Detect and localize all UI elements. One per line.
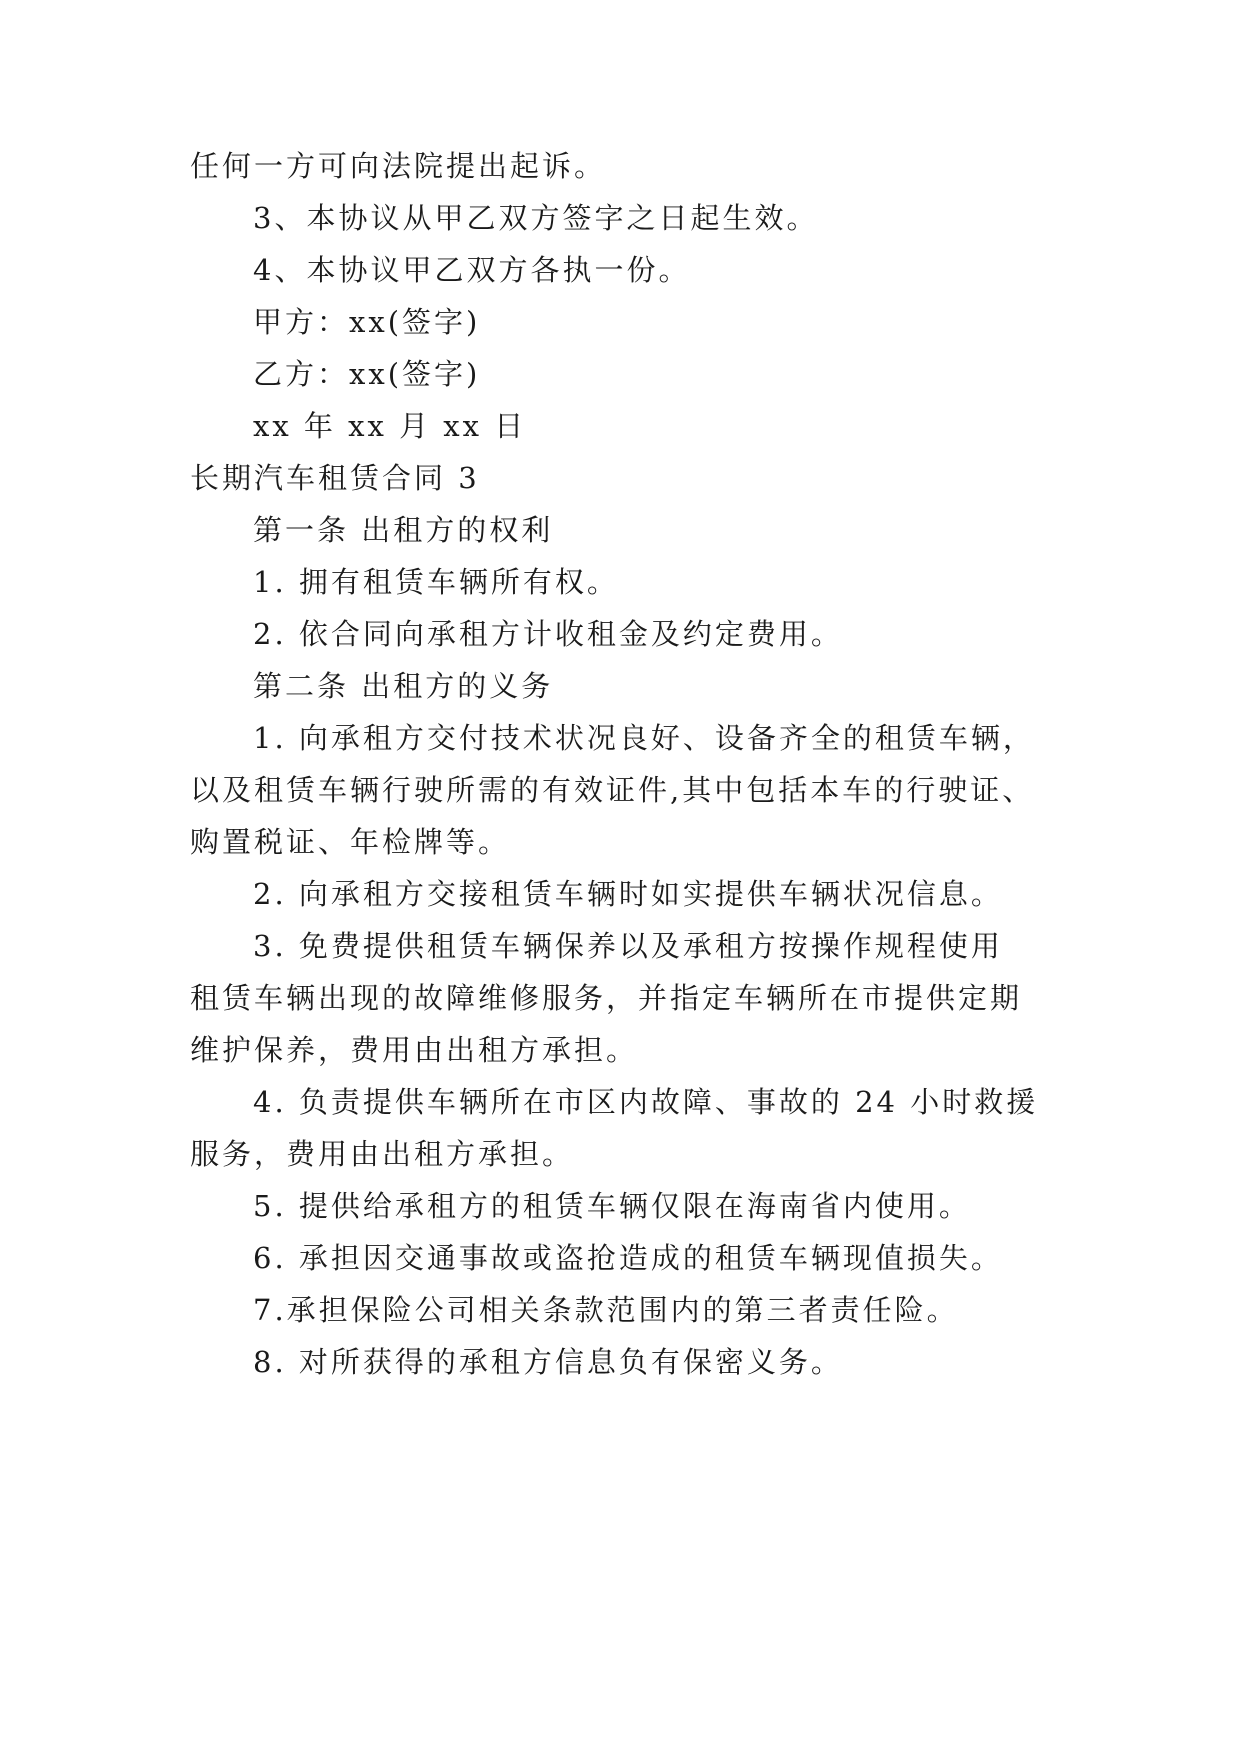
text-line: 7.承担保险公司相关条款范围内的第三者责任险。 [253, 1293, 959, 1327]
text-line: 5. 提供给承租方的租赁车辆仅限在海南省内使用。 [253, 1189, 971, 1223]
text-line: 服务，费用由出租方承担。 [190, 1137, 575, 1171]
text-line: 4. 负责提供车辆所在市区内故障、事故的 24 小时救援 [253, 1085, 1039, 1119]
text-line: 2. 向承租方交接租赁车辆时如实提供车辆状况信息。 [253, 877, 1003, 911]
article-heading: 第一条 出租方的权利 [253, 513, 554, 547]
article-heading: 第二条 出租方的义务 [253, 669, 554, 703]
signature-line-party-b: 乙方：xx(签字) [253, 357, 481, 391]
signature-line-party-a: 甲方：xx(签字) [253, 305, 481, 339]
text-line: 任何一方可向法院提出起诉。 [190, 149, 607, 183]
text-line: 1. 向承租方交付技术状况良好、设备齐全的租赁车辆， [253, 721, 1035, 755]
text-line: 购置税证、年检牌等。 [190, 825, 511, 859]
text-line: 4、本协议甲乙双方各执一份。 [253, 253, 691, 287]
text-line: 以及租赁车辆行驶所需的有效证件,其中包括本车的行驶证、 [190, 773, 1035, 807]
text-line: 6. 承担因交通事故或盗抢造成的租赁车辆现值损失。 [253, 1241, 1003, 1275]
text-line: 3、本协议从甲乙双方签字之日起生效。 [253, 201, 819, 235]
text-line: 8. 对所获得的承租方信息负有保密义务。 [253, 1345, 843, 1379]
text-line: 1. 拥有租赁车辆所有权。 [253, 565, 619, 599]
text-line: 维护保养，费用由出租方承担。 [190, 1033, 639, 1067]
date-line: xx 年 xx 月 xx 日 [253, 409, 527, 443]
text-line: 2. 依合同向承租方计收租金及约定费用。 [253, 617, 843, 651]
text-line: 3. 免费提供租赁车辆保养以及承租方按操作规程使用 [253, 929, 1003, 963]
section-title: 长期汽车租赁合同 3 [190, 461, 480, 495]
text-line: 租赁车辆出现的故障维修服务，并指定车辆所在市提供定期 [190, 981, 1023, 1015]
